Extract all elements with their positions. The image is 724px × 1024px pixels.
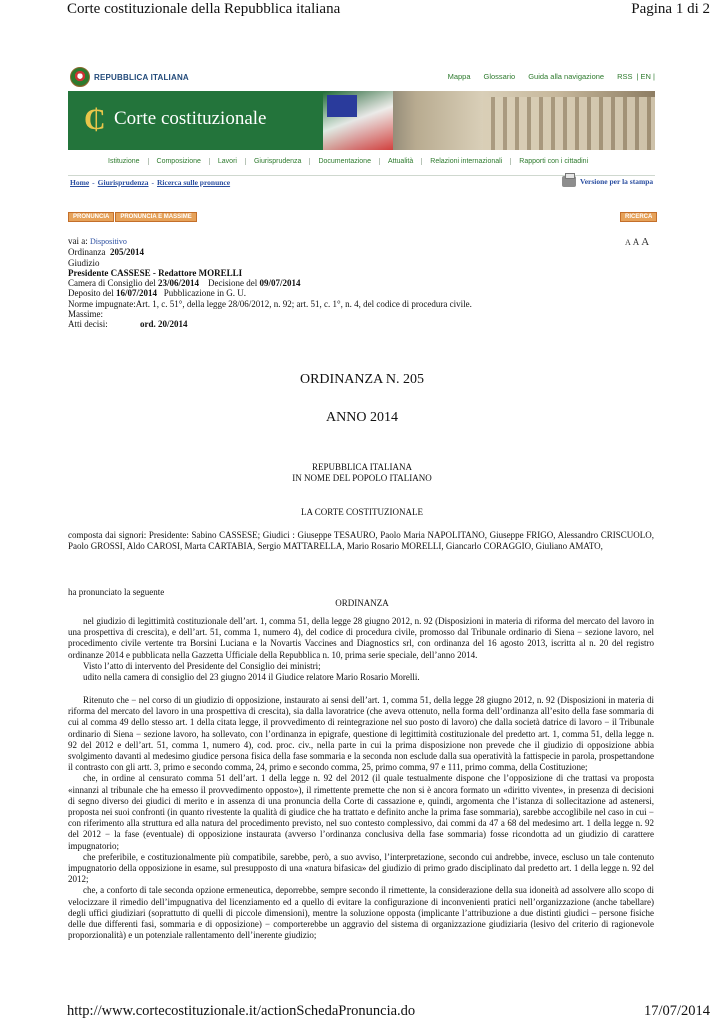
deposito-date: 16/07/2014: [116, 288, 158, 299]
atti-value[interactable]: ord. 20/2014: [140, 319, 188, 330]
vai-label: vai a:: [68, 236, 88, 246]
repubblica-label: REPUBBLICA ITALIANA: [94, 72, 189, 82]
court-heading: LA CORTE COSTITUZIONALE: [301, 507, 423, 517]
nav-rapporti[interactable]: Rapporti con i cittadini: [519, 158, 589, 165]
paragraph-giudizio: nel giudizio di legittimità costituzionale dell’art. 1, comma 51, della legge 28 giugno 2012, n. 92 (Disposizioni in materia di riforma del mercato del lavoro in una prospettiva di crescita), e dell’art. 51, comma 1, numero 4), del codice di procedura civile, promosso dal Tribunale ordinario di Siena − sezione lavoro, nel procedimento civile vertente tra Borsini Luciana e la Novartis Vaccines and Diagnostics srl, con ordinanza del 16 agosto 2013, iscritta al n. 20 del registro ordinanze 2014 e pubblicata nella Gazzetta Ufficiale della Repubblica n. 10, prima serie speciale, dell’anno 2014.: [68, 616, 654, 660]
paragraph-udito: udito nella camera di consiglio del 23 giugno 2014 il Giudice relatore Mario Rosario Morelli.: [83, 672, 420, 683]
paragraph-preferibile: che preferibile, e costituzionalmente più compatibile, sarebbe, però, a suo avviso, l’interpretazione, secondo cui andrebbe, invece, escluso un tale contenuto impugnatorio della opposizione in esame, sul presupposto di una «natura bifasica» del giudizio di primo grado disciplinato dal predetto art. 1 della legge n. 92 del 2012;: [68, 851, 654, 885]
document-title: ORDINANZA N. 205: [299, 372, 425, 387]
norme-impugnate: Norme impugnate:Art. 1, c. 51°, della legge 28/06/2012, n. 92; art. 51, c. 1°, n. 4, del codice di procedura civile.: [68, 298, 472, 309]
pronunciato-text: ha pronunciato la seguente: [68, 587, 165, 597]
emblem-icon: [70, 67, 90, 87]
atti-label: Atti decisi:: [68, 319, 108, 330]
massime-label: Massime:: [68, 309, 103, 320]
ordinanza-number: 205/2014: [109, 247, 144, 258]
font-size-controls: [623, 236, 649, 248]
footer-url: http://www.cortecostituzionale.it/actionSchedaPronuncia.do: [67, 1003, 416, 1019]
breadcrumb-home[interactable]: Home: [70, 178, 90, 187]
print-version-label: Versione per la stampa: [580, 177, 654, 186]
breadcrumb-ricerca[interactable]: Ricerca sulle pronunce: [157, 178, 231, 187]
top-links: [435, 72, 655, 81]
breadcrumb-separator: -: [151, 178, 155, 187]
breadcrumb-separator: -: [92, 178, 95, 187]
paragraph-ordine: che, in ordine al censurato comma 51 dell’art. 1 della legge n. 92 del 2012 (il quale testualmente dispone che l’opposizione di che trattasi va proposta «innanzi al tribunale che ha emesso il provvedimento opposto»), il rimettente premette che non si è ancora formato un «diritto vivente», in presenza di decisioni di segno diverso dei giudici di merito e in assenza di una pronuncia della Corte di cassazione e, quindi, argomenta che l’istanza di sollecitazione ad astenersi, proposta nei suoi confronti (in quanto rivestente la qualità di giudice che ha trattato e definito anche la prima fase sommaria), sarebbe accoglibile nel caso in cui − con riferimento alla struttura ed alla natura del procedimento previsto, nel suo contesto complessivo, dai commi da 47 a 68 del medesimo art. 1 della legge n. 92 del 2012 − la fase (eventuale) di opposizione instaurata (avverso l’ordinanza conclusiva della fase sommaria) fosse ricondotta ad un giudizio di carattere impugnatorio;: [68, 773, 654, 851]
eu-flag-icon: [327, 95, 357, 117]
link-english[interactable]: | EN |: [636, 72, 655, 81]
tab-ricerca[interactable]: RICERCA: [620, 212, 657, 222]
font-small-button[interactable]: A: [625, 238, 631, 247]
breadcrumb-giurisprudenza[interactable]: Giurisprudenza: [97, 178, 149, 187]
popolo-heading: IN NOME DEL POPOLO ITALIANO: [292, 473, 432, 483]
banner-photo: [323, 91, 655, 150]
repubblica-heading: REPUBBLICA ITALIANA: [311, 462, 413, 472]
considerations-body: [68, 695, 654, 941]
palazzo-image: [483, 97, 655, 150]
camera-label: Camera di Consiglio del: [68, 278, 156, 289]
pubblicazione-label: Pubblicazione in G. U.: [163, 288, 247, 299]
tab-row: [68, 212, 198, 222]
composition-paragraph: [68, 530, 654, 552]
nav-istituzione[interactable]: Istituzione: [100, 158, 149, 165]
link-rss[interactable]: RSS: [617, 72, 633, 81]
decisione-date: 09/07/2014: [259, 278, 301, 289]
paragraph-conforto: che, a conforto di tale seconda opzione ermeneutica, deporrebbe, sempre secondo il rimettente, la considerazione della sua idoneità ad assolvere allo scopo di velocizzare il rimedio dell’impugnativa del licenziamento ed a quello di evitare la configurazione di inconvenienti pratici nell’organizzazione (anche tabellare) degli uffici giudiziari (soprattutto di quelli di piccole dimensioni), mentre la soluzione opposta (implicante l’attribuzione a due distinti giudici – persone fisiche delle due differenti fasi, sommaria e di opposizione) − comporterebbe un aggravio del sistema di organizzazione giudiziaria (lesivo del criterio di ragionevole proporzionalità) e un potenziale rallentamento dell’inerente giudizio;: [68, 885, 654, 941]
site-title[interactable]: Corte costituzionale: [114, 108, 267, 129]
paragraph-visto: Visto l’atto di intervento del Presidente del Consiglio dei ministri;: [83, 660, 321, 671]
print-header-title: Corte costituzionale della Repubblica italiana: [67, 1, 341, 17]
giudizio-label: Giudizio: [68, 257, 100, 268]
nav-relazioni[interactable]: Relazioni internazionali: [422, 158, 511, 165]
ordinanza-heading: ORDINANZA: [335, 598, 389, 608]
nav-composizione[interactable]: Composizione: [149, 158, 210, 165]
camera-date: 23/06/2014: [158, 278, 200, 289]
nav-lavori[interactable]: Lavori: [210, 158, 246, 165]
vai-dispositivo-link[interactable]: Dispositivo: [90, 237, 127, 246]
tab-pronuncia-massime[interactable]: PRONUNCIA E MASSIME: [115, 212, 196, 222]
corte-logo-icon[interactable]: ₵: [84, 103, 106, 136]
print-header: [67, 0, 710, 22]
breadcrumb: [70, 178, 230, 187]
nav-documentazione[interactable]: Documentazione: [310, 158, 380, 165]
presidente-redattore: Presidente CASSESE - Redattore MORELLI: [68, 267, 243, 278]
top-bar: [68, 66, 655, 90]
paragraph-ritenuto: Ritenuto che − nel corso di un giudizio di opposizione, instaurato ai sensi dell’art. 1, comma 51, della legge 28 giugno 2012, n. 92 (Disposizioni in materia di riforma del mercato del lavoro in una prospettiva di crescita), sia dalla lavoratrice (che aveva ottenuto, nella forma dell’ordinanza all’esito della fase sommaria di cui al comma 49 dello stesso art. 1 della citata legge, il provvedimento di reintegrazione nel suo posto di lavoro) che dalla società datrice di lavoro − il Tribunale ordinario di Siena − sezione lavoro, ha sollevato, con l’ordinanza in epigrafe, questione di legittimità costituzionale del predetto art. 1, comma 51, della legge n. 92 del 2012 e dell’art. 51, comma 1, numero 4), cod. proc. civ., nella parte in cui la prima disposizione non prevede che il giudizio di opposizione abbia svolgimento davanti al medesimo giudice persona fisica della fase sommaria e la seconda non esclude dalla sua operatività la fattispecie in parola, prospettandone il contrasto con gli artt. 3, primo e secondo comma, 24, primo e secondo comma, 25, primo comma, 97 e 111, primo comma, della Costituzione;: [68, 695, 654, 773]
page-number: Pagina 1 di 2: [631, 1, 710, 17]
deposito-label: Deposito del: [68, 288, 114, 299]
ordinanza-body: [68, 616, 654, 683]
tab-pronuncia[interactable]: PRONUNCIA: [68, 212, 114, 222]
print-footer: [67, 1003, 710, 1023]
decision-metadata: [68, 236, 472, 330]
footer-date: 17/07/2014: [643, 1003, 710, 1019]
nav-attualita[interactable]: Attualità: [380, 158, 422, 165]
composition-text: composta dai signori: Presidente: Sabino CASSESE; Giudici : Giuseppe TESAURO, Paolo Maria NAPOLITANO, Giuseppe FRIGO, Alessandro CRISCUOLO, Paolo GROSSI, Aldo CAROSI, Marta CARTABIA, Sergio MATTARELLA, Mario Rosario MORELLI, Giancarlo CORAGGIO, Giuliano AMATO,: [68, 530, 654, 552]
font-large-button[interactable]: A: [641, 236, 650, 248]
link-glossario[interactable]: Glossario: [483, 72, 516, 81]
printer-icon: [562, 176, 576, 187]
ordinanza-label: Ordinanza: [68, 247, 106, 258]
document-year: ANNO 2014: [326, 410, 398, 425]
decisione-label: Decisione del: [208, 278, 258, 289]
pronunciato-paragraph: [68, 587, 654, 598]
link-mappa[interactable]: Mappa: [447, 72, 471, 81]
site-banner: [68, 91, 655, 150]
print-version-link[interactable]: [562, 176, 653, 187]
font-medium-button[interactable]: A: [632, 237, 640, 247]
link-guida[interactable]: Guida alla navigazione: [528, 72, 605, 81]
nav-giurisprudenza[interactable]: Giurisprudenza: [246, 158, 310, 165]
repubblica-logo[interactable]: [70, 67, 189, 87]
